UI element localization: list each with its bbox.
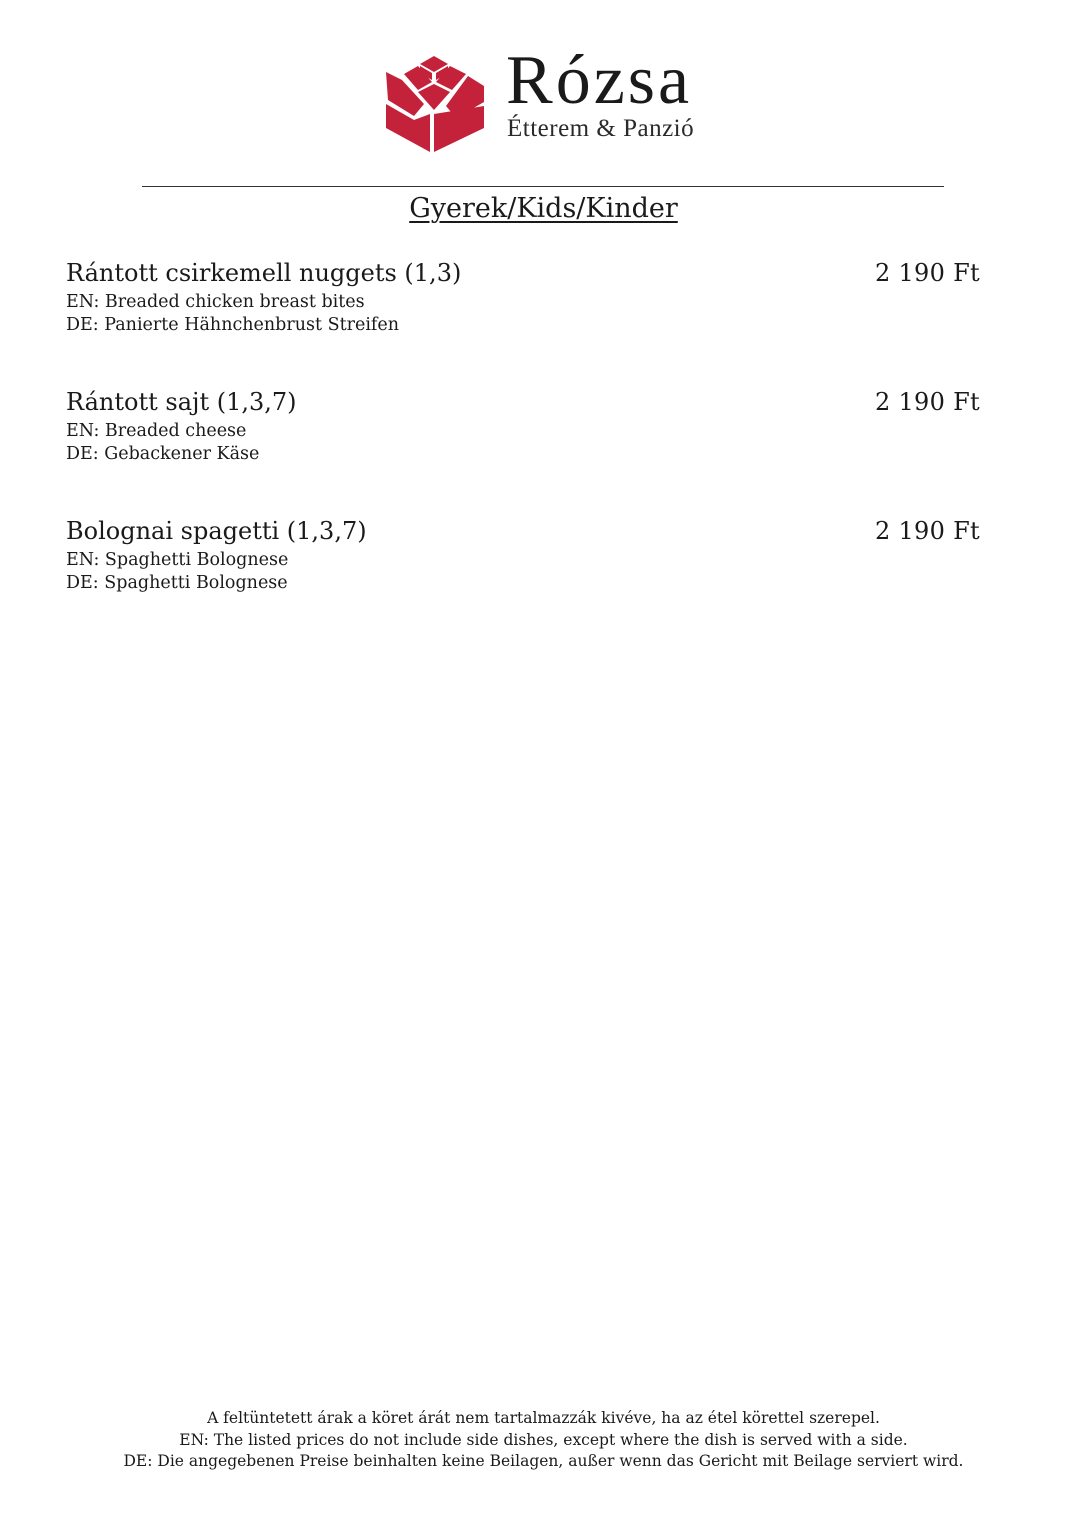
menu-item	[66, 255, 980, 384]
menu-item-en: EN: Breaded cheese	[66, 421, 247, 441]
menu-item-en: EN: Breaded chicken breast bites	[66, 292, 365, 312]
menu-item-de: DE: Panierte Hähnchenbrust Streifen	[66, 315, 400, 335]
menu-item	[66, 513, 980, 642]
menu-item-price: 2 190 Ft	[874, 388, 980, 416]
menu-item-price: 2 190 Ft	[874, 517, 980, 545]
section-title-text: Gyerek/Kids/Kinder	[409, 193, 678, 224]
restaurant-logo	[384, 42, 714, 156]
rose-cube-logo-icon	[384, 52, 486, 154]
header-divider	[142, 186, 944, 187]
menu-item-name: Rántott csirkemell nuggets (1,3)	[66, 259, 462, 287]
menu-item-name: Rántott sajt (1,3,7)	[66, 388, 297, 416]
menu-item-name: Bolognai spagetti (1,3,7)	[66, 517, 367, 545]
disclaimer-en: EN: The listed prices do not include side dishes, except where the dish is served with a side.	[179, 1430, 908, 1449]
menu-item-de: DE: Gebackener Käse	[66, 444, 260, 464]
disclaimer-hu: A feltüntetett árak a köret árát nem tartalmazzák kivéve, ha az étel körettel szerepel.	[207, 1409, 880, 1427]
brand-name: Rózsa	[506, 42, 693, 119]
menu-item-en: EN: Spaghetti Bolognese	[66, 550, 289, 570]
menu-items	[66, 255, 980, 642]
menu-item-price: 2 190 Ft	[874, 259, 980, 287]
price-disclaimer	[0, 1408, 1087, 1473]
menu-item-de: DE: Spaghetti Bolognese	[66, 573, 288, 593]
disclaimer-de: DE: Die angegebenen Preise beinhalten keine Beilagen, außer wenn das Gericht mit Beilage serviert wird.	[123, 1452, 964, 1470]
menu-item	[66, 384, 980, 513]
brand-subtitle: Étterem & Panzió	[507, 115, 695, 142]
section-title	[0, 190, 1087, 228]
